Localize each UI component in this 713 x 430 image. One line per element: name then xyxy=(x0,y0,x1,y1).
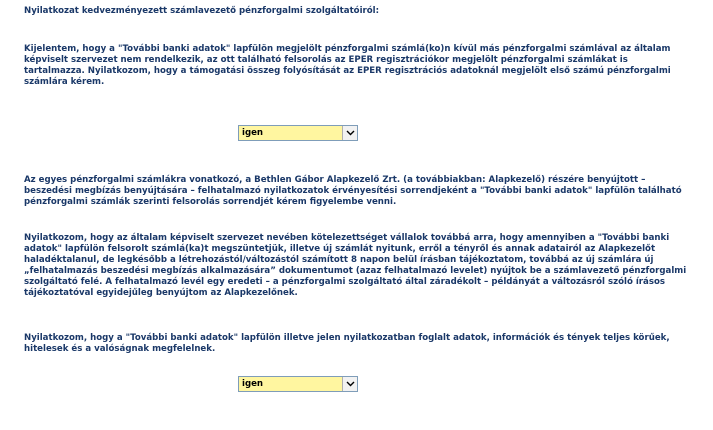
chevron-down-icon xyxy=(346,381,355,387)
chevron-down-icon xyxy=(346,130,355,136)
declaration-paragraph-accounts: Kijelentem, hogy a "További banki adatok" lapfülön megjelölt pénzforgalmi számlá(ko)n kívül más pénzforgalmi számlával az általam képviselt szervezet nem rendelkezik, az ott található felsorolás az EPER regisztrációkor megjelölt pénzforgalmi számlákat is tartalmazza. Nyilatkozom, hogy a támogatási összeg folyósítását az EPER regisztrációs adatoknál megjelölt első számú pénzforgalmi számlára kérem. xyxy=(24,44,671,88)
declaration-paragraph-truth: Nyilatkozom, hogy a "További banki adatok" lapfülön illetve jelen nyilatkozatban foglalt adatok, információk és tények teljes körűek, hitelesek és a valóságnak megfelelnek. xyxy=(24,333,670,355)
truth-declaration-select[interactable] xyxy=(238,376,358,392)
accounts-declaration-select[interactable] xyxy=(238,125,358,141)
select-value: igen xyxy=(242,379,264,389)
select-value: igen xyxy=(242,128,264,138)
dropdown-button[interactable] xyxy=(342,377,357,391)
declaration-heading: Nyilatkozat kedvezményezett számlavezető pénzforgalmi szolgáltatóiról: xyxy=(24,6,380,16)
declaration-paragraph-order: Az egyes pénzforgalmi számlákra vonatkozó, a Bethlen Gábor Alapkezelő Zrt. (a továbbiakban: Alapkezelő) részére benyújtott – beszedési megbízás benyújtására – felhatalmazó nyilatkozatok érvényesítési sorrendjeként a "További banki adatok" lapfülön található pénzforgalmi számlák szerinti felsorolás sorrendjét kérem figyelembe venni. xyxy=(24,175,682,208)
dropdown-button[interactable] xyxy=(342,126,357,140)
declaration-paragraph-obligation: Nyilatkozom, hogy az általam képviselt szervezet nevében kötelezettséget vállalok továbbá arra, hogy amennyiben a "További banki adatok" lapfülön felsorolt számlá(ka)t megszüntetjük, illetve új számlát nyitunk, erről a tényről és annak adatairól az Alapkezelőt haladéktalanul, de legkésőbb a létrehozástól/változástól számított 8 napon belül írásban tájékoztatom, továbbá az új számlára új „felhatalmazás beszedési megbízás alkalmazására” dokumentumot (azaz felhatalmazó levelet) nyújtok be a számlavezető pénzforgalmi szolgáltató felé. A felhatalmazó levél egy eredeti – a pénzforgalmi szolgáltató által záradékolt – példányát a változásról szóló írásos tájékoztatóval egyidejűleg benyújtom az Alapkezelőnek. xyxy=(24,233,687,299)
